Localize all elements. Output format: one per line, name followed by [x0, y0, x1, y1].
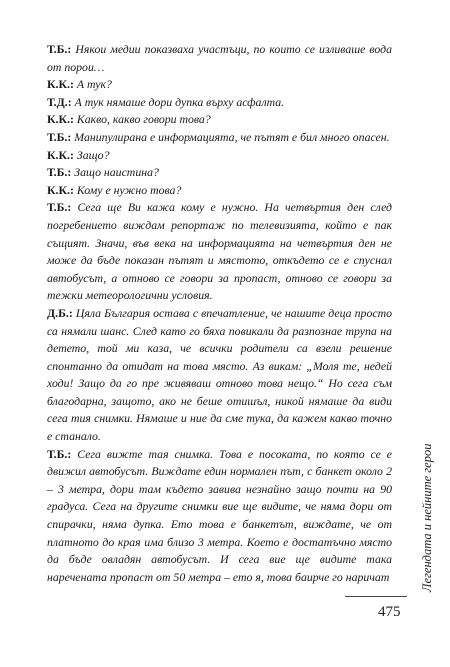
speaker-label: Д.Б.: [47, 305, 73, 320]
speaker-label: К.К.: [47, 147, 74, 162]
dialogue-line [47, 305, 392, 446]
speaker-label: Т.Д.: [47, 94, 72, 109]
speech-text: Сега ще Ви кажа кому е нужно. На четвъртия ден след погребението виждам репортаж по телевизията, който е пак същият. Значи, във века на информацията на четвъртия ден не може да бъде показан пътят и мястото, откъдето се е спуснал автобусът, а отново се говори за пропаст, отново се говори за тежки метеорологични условия. [47, 200, 392, 303]
dialogue-line [47, 164, 392, 182]
speech-text: А тук нямаше дори дупка върху асфалта. [74, 94, 285, 109]
speech-text: Сега вижте тая снимка. Това е посоката, по която се е движил автобусът. Виждате един нормален път, с банкет около 2 – 3 метра, дори там където завива незнайно защо почти на 90 градуса. Сега на другите снимки вие ще видите, че няма дори от спирачки, няма дупка. Ето това е банкетът, виждате, че от платното до края има близо 3 метра. Което е достатъчно място да бъде овладян автобусът. И сега вие ще видите така наречената пропаст от 50 метра – ето я, това баирче го наричат [47, 446, 392, 584]
speech-text: Манипулирана е информацията, че пътят е бил много опасен. [74, 129, 390, 144]
main-text [47, 41, 392, 586]
speech-text: Защо? [76, 147, 110, 162]
speaker-label: Т.Б.: [47, 446, 72, 461]
dialogue-line [47, 76, 392, 94]
speech-text: Кому е нужно това? [76, 182, 182, 197]
footer-rule [345, 596, 407, 597]
dialogue-line [47, 147, 392, 165]
page-number: 475 [378, 604, 401, 620]
dialogue-line [47, 111, 392, 129]
dialogue-line [47, 182, 392, 200]
speaker-label: Т.Б.: [47, 42, 72, 56]
speech-text: Цяла България остава с впечатление, че нашите деца просто са нямали шанс. След като го бяха повикали да разпознае трупа на детето, той ми каза, че всички родители са взели решение спонтанно да отидат на това място. Аз викам: „Моля те, недей ходи! Защо да го пре живяваш отново това нещо.“ Но сега съм благодарна, защото, ако не беше отишъл, никой нямаше да види сега тия снимки. Нямаше и ние да сме тука, да кажем какво точно е станало. [47, 305, 392, 444]
speaker-label: Т.Б.: [47, 129, 72, 144]
dialogue-line [47, 41, 392, 76]
speech-text: Какво, какво говори това? [76, 112, 211, 127]
dialogue-line [47, 446, 392, 587]
speech-text: А тук? [76, 77, 112, 92]
running-head: Легендата и нейните герои [420, 443, 434, 592]
dialogue-line [47, 199, 392, 305]
speaker-label: К.К.: [47, 77, 74, 92]
speech-text: Някои медии показваха участъци, по които се изливаше вода от порои… [47, 42, 393, 74]
speaker-label: Т.Б.: [47, 165, 72, 180]
speaker-label: Т.Б.: [47, 200, 72, 215]
speaker-label: К.К.: [47, 182, 74, 197]
dialogue-line [47, 94, 392, 112]
dialogue-line [47, 129, 392, 147]
speaker-label: К.К.: [47, 112, 74, 127]
speech-text: Защо наистина? [74, 165, 159, 180]
